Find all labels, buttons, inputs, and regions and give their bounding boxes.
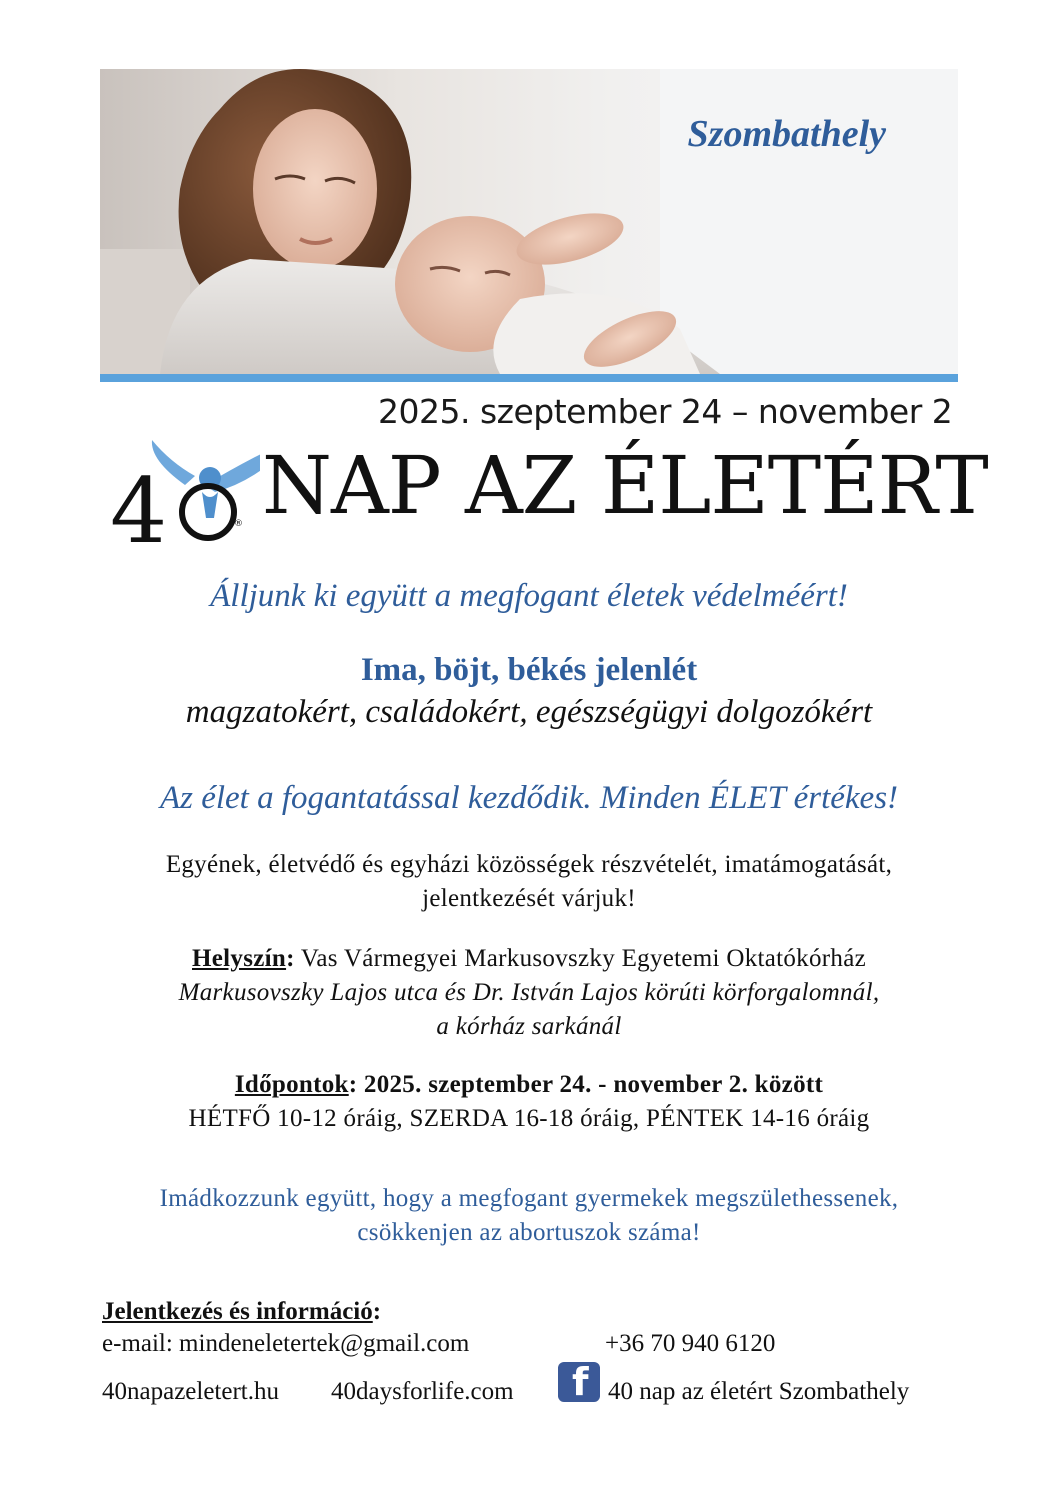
contact-heading-colon: :	[372, 1298, 382, 1325]
location-line-2: Markusovszky Lajos utca és Dr. István Lajos körúti körforgalomnál,	[178, 979, 880, 1006]
closing-line-1: Imádkozzunk együtt, hogy a megfogant gyermekek megszülethessenek,	[159, 1185, 899, 1212]
schedule-hours: HÉTFŐ 10-12 óráig, SZERDA 16-18 óráig, PÉNTEK 14-16 óráig	[188, 1105, 870, 1132]
contact-heading	[102, 1298, 381, 1326]
prayer-subheading: magzatokért, családokért, egészségügyi dolgozókért	[185, 694, 873, 730]
event-dates: 2025. szeptember 24 – november 2	[378, 392, 953, 431]
schedule-block	[0, 1068, 1058, 1136]
location-name: Vas Vármegyei Markusovszky Egyetemi Oktatókórház	[300, 945, 866, 972]
invitation-line-1: Egyének, életvédő és egyházi közösségek részvételét, imatámogatását,	[165, 851, 893, 878]
invitation-line-2: jelentkezését várjuk!	[422, 885, 636, 912]
logo-number: 4	[110, 459, 168, 550]
hero-divider	[100, 374, 958, 382]
closing-prayer	[0, 1182, 1058, 1250]
location-line-1	[0, 942, 1058, 976]
slogan: Álljunk ki együtt a megfogant életek védelméért!	[210, 578, 848, 614]
prayer-heading: Ima, böjt, békés jelenlét	[360, 652, 698, 688]
city-name: Szombathely	[687, 113, 886, 155]
location-label: Helyszín	[192, 945, 287, 972]
website-link-2[interactable]: 40daysforlife.com	[331, 1378, 514, 1405]
location-colon: :	[286, 945, 295, 972]
contact-heading-text: Jelentkezés és információ	[102, 1298, 373, 1325]
logo-40	[110, 440, 260, 555]
location-block	[0, 942, 1058, 1044]
schedule-label: Időpontok	[234, 1071, 349, 1098]
website-link-1[interactable]: 40napazeletert.hu	[102, 1378, 279, 1405]
figure-wings-icon	[110, 440, 260, 550]
life-statement: Az élet a fogantatással kezdődik. Minden ÉLET értékes!	[159, 780, 899, 816]
contact-email[interactable]: e-mail: mindeneletertek@gmail.com	[102, 1330, 470, 1357]
invitation	[0, 848, 1058, 916]
location-line-3: a kórház sarkánál	[436, 1013, 622, 1040]
svg-text:®: ®	[234, 519, 243, 529]
contact-phone[interactable]: +36 70 940 6120	[605, 1330, 776, 1357]
campaign-title: NAP AZ ÉLETÉRT	[262, 439, 988, 532]
facebook-icon[interactable]	[558, 1362, 600, 1402]
schedule-line-1	[0, 1068, 1058, 1102]
facebook-page-link[interactable]: 40 nap az életért Szombathely	[608, 1378, 910, 1405]
schedule-range: : 2025. szeptember 24. - november 2. között	[348, 1071, 824, 1098]
facebook-glyph: f	[572, 1360, 589, 1404]
closing-line-2: csökkenjen az abortuszok száma!	[357, 1219, 701, 1246]
